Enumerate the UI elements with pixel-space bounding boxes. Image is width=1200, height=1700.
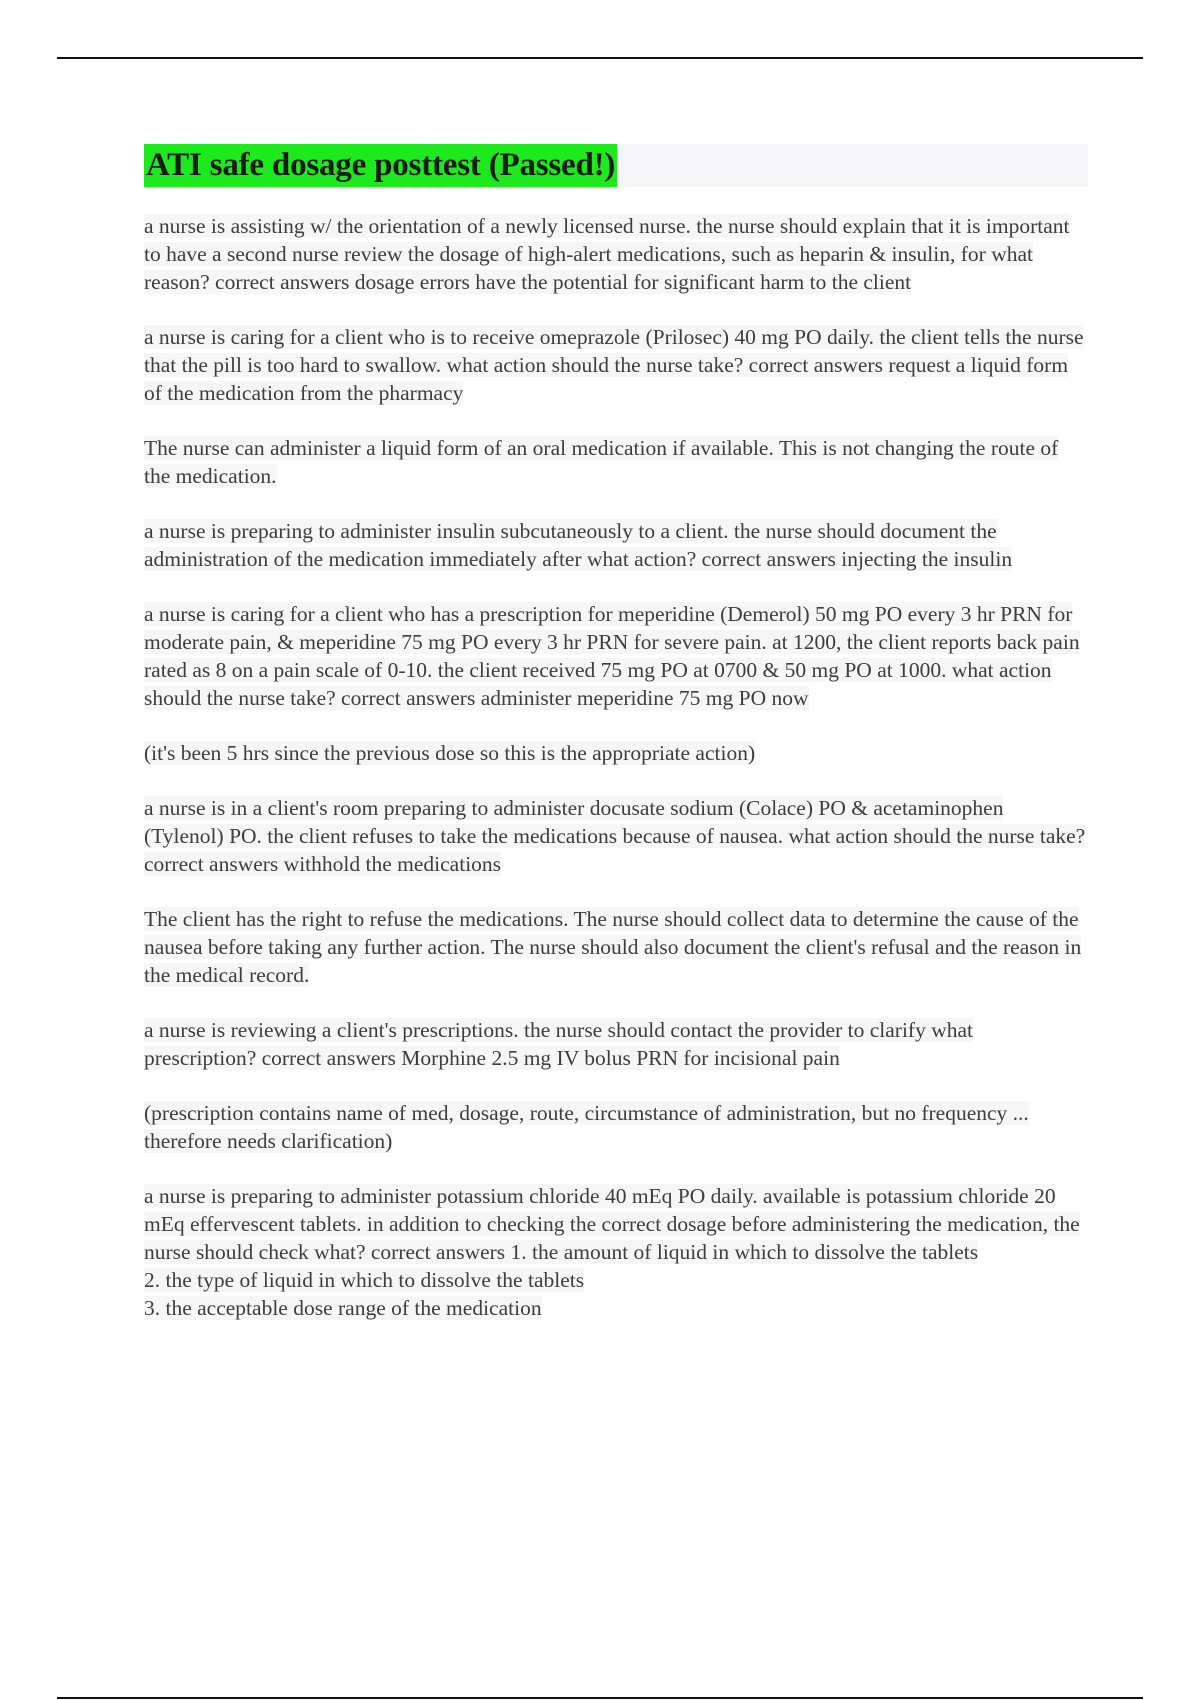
list-item: 3. the acceptable dose range of the medication [144,1296,542,1320]
paragraph-1: a nurse is assisting w/ the orientation of a newly licensed nurse. the nurse should explain that it is important to have a second nurse review the dosage of high-alert medications, such as heparin & insulin, for what reason? correct answers dosage errors have the potential for significant harm to the client [144,214,1070,294]
header-rule [57,57,1143,59]
paragraph-2: a nurse is caring for a client who is to receive omeprazole (Prilosec) 40 mg PO daily. the client tells the nurse that the pill is too hard to swallow. what action should the nurse take? correct answers request a liquid form of the medication from the pharmacy [144,325,1084,405]
question-intro: a nurse is preparing to administer potassium chloride 40 mEq PO daily. available is potassium chloride 20 mEq effervescent tablets. in addition to checking the correct dosage before administering the medication, the nurse should check what? correct answers 1. the amount of liquid in which to dissolve the tablets [144,1184,1080,1264]
paragraph-10: (prescription contains name of med, dosage, route, circumstance of administration, but no frequency ... therefore needs clarification) [144,1101,1029,1153]
paragraph-6: (it's been 5 hrs since the previous dose so this is the appropriate action) [144,741,756,765]
paragraph-7: a nurse is in a client's room preparing to administer docusate sodium (Colace) PO & acetaminophen (Tylenol) PO. the client refuses to take the medications because of nausea. what action should the nurse take? correct answers withhold the medications [144,796,1086,876]
footer-rule [57,1697,1143,1699]
paragraph-11 [144,1182,1088,1322]
paragraph-3: The nurse can administer a liquid form of an oral medication if available. This is not changing the route of the medication. [144,436,1059,488]
document-body [144,144,1088,1322]
paragraph-9: a nurse is reviewing a client's prescriptions. the nurse should contact the provider to clarify what prescription? correct answers Morphine 2.5 mg IV bolus PRN for incisional pain [144,1018,973,1070]
document-title: ATI safe dosage posttest (Passed!) [144,144,617,187]
title-row [144,144,1088,187]
paragraph-5: a nurse is caring for a client who has a prescription for meperidine (Demerol) 50 mg PO every 3 hr PRN for moderate pain, & meperidine 75 mg PO every 3 hr PRN for severe pain. at 1200, the client reports back pain rated as 8 on a pain scale of 0-10. the client received 75 mg PO at 0700 & 50 mg PO at 1000. what action should the nurse take? correct answers administer meperidine 75 mg PO now [144,602,1080,710]
paragraph-8: The client has the right to refuse the medications. The nurse should collect data to determine the cause of the nausea before taking any further action. The nurse should also document the client's refusal and the reason in the medical record. [144,907,1082,987]
list-item: 2. the type of liquid in which to dissolve the tablets [144,1268,585,1292]
paragraph-4: a nurse is preparing to administer insulin subcutaneously to a client. the nurse should document the administration of the medication immediately after what action? correct answers injecting the insulin [144,519,1013,571]
